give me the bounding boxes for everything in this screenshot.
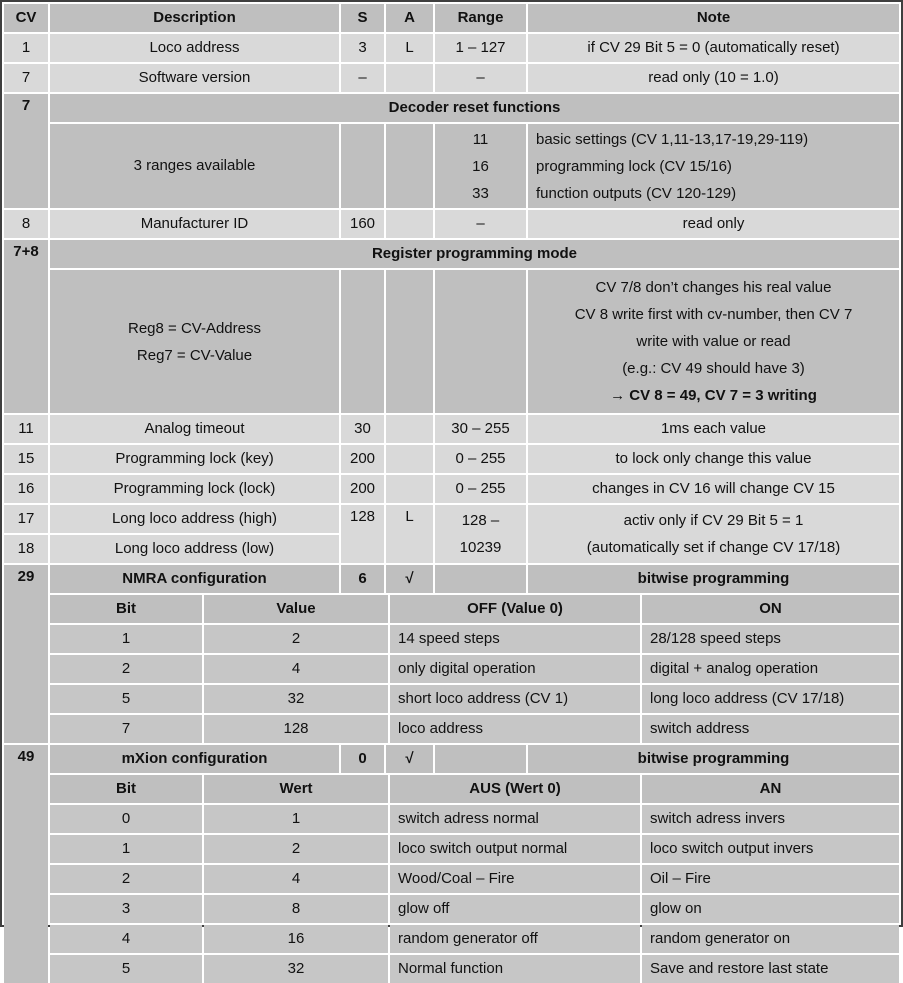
col-header-a: A xyxy=(386,4,433,32)
range-cell xyxy=(435,505,526,563)
on-cell: 28/128 speed steps xyxy=(642,625,899,653)
standard-value-cell: 3 xyxy=(341,34,384,62)
on-cell: digital + analog operation xyxy=(642,655,899,683)
bit-cell: 2 xyxy=(50,865,202,893)
range-note: function outputs (CV 120-129) xyxy=(536,184,737,202)
section-register-programming xyxy=(4,240,899,413)
value-cell: 8 xyxy=(204,895,388,923)
description-cell: Long loco address (high) xyxy=(50,505,339,533)
table-row-cv11 xyxy=(4,415,899,443)
a-cell xyxy=(386,445,433,473)
nmra-bit-row xyxy=(50,625,899,653)
value-col-header: Value xyxy=(204,595,388,623)
value-cell: 2 xyxy=(204,835,388,863)
range-cell: – xyxy=(435,64,526,92)
on-cell: switch address xyxy=(642,715,899,743)
standard-value-cell: 200 xyxy=(341,445,384,473)
note-line: write with value or read xyxy=(636,333,791,350)
note-cell: if CV 29 Bit 5 = 0 (automatically reset) xyxy=(528,34,899,62)
note-line-arrow: → CV 8 = 49, CV 7 = 3 writing xyxy=(610,387,817,404)
mxion-bit-row xyxy=(50,805,899,833)
range-value: 33 xyxy=(472,184,489,202)
note-line: CV 8 write first with cv-number, then CV 7 xyxy=(574,306,853,323)
bit-col-header: Bit xyxy=(50,775,202,803)
checkmark-cell: √ xyxy=(386,745,433,773)
decoder-reset-ranges-row xyxy=(50,124,899,208)
a-cell xyxy=(386,64,433,92)
value-cell: 128 xyxy=(204,715,388,743)
standard-value-cell: 0 xyxy=(341,745,384,773)
note-cell: bitwise programming xyxy=(528,565,899,593)
bit-cell: 4 xyxy=(50,925,202,953)
table-row-cv16 xyxy=(4,475,899,503)
range-note: programming lock (CV 15/16) xyxy=(536,157,732,175)
note-cell: read only (10 = 1.0) xyxy=(528,64,899,92)
note-cell: changes in CV 16 will change CV 15 xyxy=(528,475,899,503)
description-cell: Long loco address (low) xyxy=(50,535,339,563)
section-body xyxy=(50,745,899,983)
note-cell: read only xyxy=(528,210,899,238)
on-col-header: ON xyxy=(642,595,899,623)
note-line: activ only if CV 29 Bit 5 = 1 xyxy=(623,512,804,529)
section-body xyxy=(50,240,899,413)
nmra-bit-header-row xyxy=(50,595,899,623)
table-header-row xyxy=(4,4,899,32)
description-line: Reg7 = CV-Value xyxy=(136,346,253,364)
mxion-bit-row xyxy=(50,865,899,893)
section-body xyxy=(50,565,899,743)
description-cell xyxy=(50,270,339,413)
note-line: (automatically set if change CV 17/18) xyxy=(586,539,841,556)
col-header-note: Note xyxy=(528,4,899,32)
description-cell: Programming lock (key) xyxy=(50,445,339,473)
range-note: basic settings (CV 1,11-13,17-19,29-119) xyxy=(536,130,809,148)
bit-cell: 3 xyxy=(50,895,202,923)
note-line: CV 7/8 don’t changes his real value xyxy=(595,279,832,296)
a-cell xyxy=(386,475,433,503)
value-cell: 4 xyxy=(204,655,388,683)
section-mxion-configuration xyxy=(4,745,899,983)
register-programming-row xyxy=(50,270,899,413)
bit-cell: 2 xyxy=(50,655,202,683)
standard-value-cell: 128 xyxy=(341,505,384,563)
cv-number: 1 xyxy=(4,34,48,62)
on-cell: switch adress invers xyxy=(642,805,899,833)
range-line: 128 – xyxy=(461,512,500,529)
standard-value-cell xyxy=(341,124,384,208)
off-cell: loco switch output normal xyxy=(390,835,640,863)
mxion-bit-header-row xyxy=(50,775,899,803)
range-cell: 1 – 127 xyxy=(435,34,526,62)
value-col-header: Wert xyxy=(204,775,388,803)
a-cell xyxy=(386,270,433,413)
standard-value-cell: 6 xyxy=(341,565,384,593)
off-cell: random generator off xyxy=(390,925,640,953)
table-row-cv1 xyxy=(4,34,899,62)
nmra-config-row xyxy=(50,565,899,593)
description-line: Reg8 = CV-Address xyxy=(128,319,261,337)
note-cell xyxy=(528,505,899,563)
description-cell: Analog timeout xyxy=(50,415,339,443)
off-cell: glow off xyxy=(390,895,640,923)
table-row-cv15 xyxy=(4,445,899,473)
on-col-header: AN xyxy=(642,775,899,803)
on-cell: Save and restore last state xyxy=(642,955,899,983)
col-header-cv: CV xyxy=(4,4,48,32)
section-decoder-reset xyxy=(4,94,899,208)
on-cell: Oil – Fire xyxy=(642,865,899,893)
range-values-cell xyxy=(435,124,526,208)
range-cell xyxy=(435,745,526,773)
range-value: 11 xyxy=(472,130,489,148)
bit-cell: 1 xyxy=(50,835,202,863)
checkmark-cell: √ xyxy=(386,565,433,593)
cv-number: 7 xyxy=(4,94,48,208)
cv-number: 7+8 xyxy=(4,240,48,413)
on-cell: random generator on xyxy=(642,925,899,953)
mxion-bit-row xyxy=(50,835,899,863)
cv-number: 17 xyxy=(4,505,48,533)
cv-number: 18 xyxy=(4,535,48,563)
mxion-bit-row xyxy=(50,895,899,923)
description-cell: Software version xyxy=(50,64,339,92)
value-cell: 2 xyxy=(204,625,388,653)
range-notes-cell xyxy=(528,124,899,208)
mxion-bit-row xyxy=(50,925,899,953)
range-line: 10239 xyxy=(459,539,502,556)
standard-value-cell: 200 xyxy=(341,475,384,503)
bit-cell: 5 xyxy=(50,955,202,983)
range-cell: 30 – 255 xyxy=(435,415,526,443)
nmra-bit-row xyxy=(50,685,899,713)
off-cell: 14 speed steps xyxy=(390,625,640,653)
description-cell: mXion configuration xyxy=(50,745,339,773)
nmra-bit-row xyxy=(50,655,899,683)
note-line: (e.g.: CV 49 should have 3) xyxy=(622,360,805,377)
nmra-bit-row xyxy=(50,715,899,743)
description-cell: Loco address xyxy=(50,34,339,62)
standard-value-cell: 30 xyxy=(341,415,384,443)
description-cell: NMRA configuration xyxy=(50,565,339,593)
section-nmra-configuration xyxy=(4,565,899,743)
col-header-range: Range xyxy=(435,4,526,32)
on-cell: long loco address (CV 17/18) xyxy=(642,685,899,713)
off-col-header: OFF (Value 0) xyxy=(390,595,640,623)
a-cell xyxy=(386,210,433,238)
standard-value-cell xyxy=(341,270,384,413)
section-body xyxy=(50,94,899,208)
section-title: Register programming mode xyxy=(50,240,899,268)
range-cell: – xyxy=(435,210,526,238)
note-cell xyxy=(528,270,899,413)
note-cell: to lock only change this value xyxy=(528,445,899,473)
cv-number: 15 xyxy=(4,445,48,473)
table-row-cv7-software xyxy=(4,64,899,92)
off-cell: loco address xyxy=(390,715,640,743)
description-cell: Manufacturer ID xyxy=(50,210,339,238)
col-header-s: S xyxy=(341,4,384,32)
bit-cell: 0 xyxy=(50,805,202,833)
value-cell: 32 xyxy=(204,955,388,983)
range-cell xyxy=(435,565,526,593)
value-cell: 4 xyxy=(204,865,388,893)
a-cell: L xyxy=(386,34,433,62)
range-cell xyxy=(435,270,526,413)
cv-number: 8 xyxy=(4,210,48,238)
table-rows-cv17-cv18 xyxy=(4,505,899,563)
range-cell: 0 – 255 xyxy=(435,475,526,503)
cv-number: 29 xyxy=(4,565,48,743)
on-cell: glow on xyxy=(642,895,899,923)
off-cell: only digital operation xyxy=(390,655,640,683)
section-title: Decoder reset functions xyxy=(50,94,899,122)
description-cell: Programming lock (lock) xyxy=(50,475,339,503)
standard-value-cell: – xyxy=(341,64,384,92)
bit-cell: 7 xyxy=(50,715,202,743)
cv-number: 16 xyxy=(4,475,48,503)
mxion-config-row xyxy=(50,745,899,773)
cv-number: 11 xyxy=(4,415,48,443)
off-cell: short loco address (CV 1) xyxy=(390,685,640,713)
value-cell: 16 xyxy=(204,925,388,953)
note-cell: 1ms each value xyxy=(528,415,899,443)
description-cell: 3 ranges available xyxy=(50,124,339,208)
mxion-bit-row xyxy=(50,955,899,983)
range-cell: 0 – 255 xyxy=(435,445,526,473)
cv-number: 7 xyxy=(4,64,48,92)
col-header-description: Description xyxy=(50,4,339,32)
a-cell xyxy=(386,124,433,208)
standard-value-cell: 160 xyxy=(341,210,384,238)
a-cell: L xyxy=(386,505,433,563)
off-cell: Wood/Coal – Fire xyxy=(390,865,640,893)
off-cell: switch adress normal xyxy=(390,805,640,833)
on-cell: loco switch output invers xyxy=(642,835,899,863)
value-cell: 1 xyxy=(204,805,388,833)
bit-col-header: Bit xyxy=(50,595,202,623)
bit-cell: 1 xyxy=(50,625,202,653)
off-cell: Normal function xyxy=(390,955,640,983)
bit-cell: 5 xyxy=(50,685,202,713)
value-cell: 32 xyxy=(204,685,388,713)
off-col-header: AUS (Wert 0) xyxy=(390,775,640,803)
table-row-cv8 xyxy=(4,210,899,238)
cv-number: 49 xyxy=(4,745,48,983)
range-value: 16 xyxy=(472,157,489,175)
note-cell: bitwise programming xyxy=(528,745,899,773)
a-cell xyxy=(386,415,433,443)
